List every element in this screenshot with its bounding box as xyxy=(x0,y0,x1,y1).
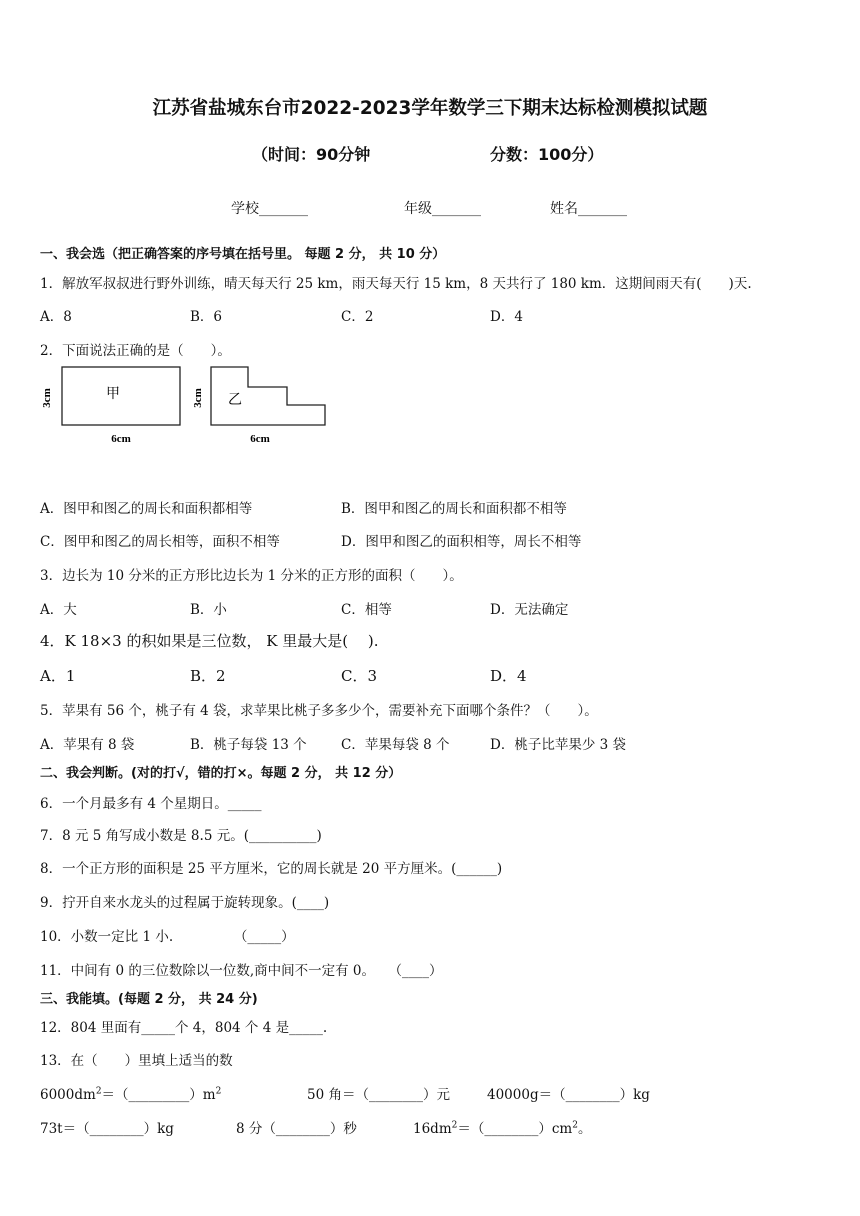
question-11: 11．中间有 0 的三位数除以一位数,商中间不一定有 0。 （____） xyxy=(40,963,443,979)
question-8: 8．一个正方形的面积是 25 平方厘米，它的周长就是 20 平方厘米。(______) xyxy=(40,861,503,877)
q3-option-c: C．相等 xyxy=(341,602,392,618)
q13-item-6-post: 。 xyxy=(577,1121,592,1137)
squared-mark: 2 xyxy=(451,1120,458,1131)
q13-item-1-pre: 6000dm xyxy=(40,1087,96,1103)
q1-option-a: A．8 xyxy=(40,309,72,325)
q1-option-d: D．4 xyxy=(490,309,523,325)
q4-option-a: A．1 xyxy=(40,667,76,685)
question-6: 6．一个月最多有 4 个星期日。_____ xyxy=(40,796,262,812)
q4-option-c: C．3 xyxy=(341,667,378,685)
q13-item-3: 40000g＝（________）kg xyxy=(487,1087,650,1103)
shape-yi-height-label: 3cm xyxy=(192,388,204,408)
section-1-heading: 一、我会选（把正确答案的序号填在括号里。 每题 2 分， 共 10 分） xyxy=(40,247,446,262)
q13-item-6-mid: ＝（________）cm xyxy=(457,1121,573,1137)
q13-item-2: 50 角＝（________）元 xyxy=(307,1087,450,1103)
school-field: 学校_______ xyxy=(231,201,308,217)
question-10: 10．小数一定比 1 小. （_____） xyxy=(40,929,295,945)
section-2-heading: 二、我会判断。(对的打√，错的打×。每题 2 分， 共 12 分） xyxy=(40,766,402,781)
q4-option-d: D．4 xyxy=(490,667,527,685)
q13-item-1-post: ＝（_________）m xyxy=(101,1087,216,1103)
q1-option-c: C．2 xyxy=(341,309,374,325)
q3-option-b: B．小 xyxy=(190,602,227,618)
question-7: 7．8 元 5 角写成小数是 8.5 元。(__________) xyxy=(40,828,322,844)
rect-jia-label: 甲 xyxy=(106,387,120,402)
rect-jia-height-label: 3cm xyxy=(41,388,53,408)
question-1: 1．解放军叔叔进行野外训练，晴天每天行 25 km，雨天每天行 15 km，8 天共行了 180 km．这期间雨天有( )天. xyxy=(40,276,752,292)
question-5: 5．苹果有 56 个，桃子有 4 袋，求苹果比桃子多多少个，需要补充下面哪个条件？（ ）。 xyxy=(40,703,598,719)
grade-field: 年级_______ xyxy=(404,201,481,217)
q4-option-b: B．2 xyxy=(190,667,226,685)
rect-jia-shape xyxy=(62,367,180,425)
shape-yi-label: 乙 xyxy=(228,393,242,408)
q3-option-d: D．无法确定 xyxy=(490,602,569,618)
q2-option-d: D．图甲和图乙的面积相等，周长不相等 xyxy=(341,534,582,550)
q5-option-d: D．桃子比苹果少 3 袋 xyxy=(490,737,626,753)
page-title: 江苏省盐城东台市2022-2023学年数学三下期末达标检测模拟试题 xyxy=(152,98,708,119)
total-score: 分数：100分） xyxy=(490,145,604,164)
question-2: 2．下面说法正确的是（ ）。 xyxy=(40,343,231,359)
q2-figure xyxy=(36,360,336,450)
q13-item-5: 8 分（________）秒 xyxy=(236,1121,357,1137)
squared-mark: 2 xyxy=(95,1086,102,1097)
squared-mark: 2 xyxy=(572,1120,578,1131)
q5-option-b: B．桃子每袋 13 个 xyxy=(190,737,307,753)
name-field: 姓名_______ xyxy=(550,201,627,217)
rect-jia-width-label: 6cm xyxy=(111,433,131,445)
section-3-heading: 三、我能填。(每题 2 分， 共 24 分) xyxy=(40,992,258,1007)
q2-option-b: B．图甲和图乙的周长和面积都不相等 xyxy=(341,501,567,517)
question-12: 12．804 里面有_____个 4，804 个 4 是_____. xyxy=(40,1020,328,1036)
q1-option-b: B．6 xyxy=(190,309,223,325)
q13-item-4: 73t＝（________）kg xyxy=(40,1121,174,1137)
question-4: 4．K 18×3 的积如果是三位数， K 里最大是( ). xyxy=(40,632,379,650)
q5-option-c: C．苹果每袋 8 个 xyxy=(341,737,450,753)
q5-option-a: A．苹果有 8 袋 xyxy=(40,737,135,753)
q2-option-a: A．图甲和图乙的周长和面积都相等 xyxy=(40,501,253,517)
q13-item-1 xyxy=(40,1083,221,1103)
q13-item-6 xyxy=(413,1117,591,1137)
q13-item-6-pre: 16dm xyxy=(413,1121,452,1137)
question-9: 9．拧开自来水龙头的过程属于旋转现象。(____) xyxy=(40,895,330,911)
q2-option-c: C．图甲和图乙的周长相等，面积不相等 xyxy=(40,534,280,550)
q3-option-a: A．大 xyxy=(40,602,77,618)
shape-yi-width-label: 6cm xyxy=(250,433,270,445)
squared-mark: 2 xyxy=(215,1086,222,1097)
question-13: 13．在（ ）里填上适当的数 xyxy=(40,1053,233,1069)
time-limit: （时间：90分钟 xyxy=(252,145,371,164)
question-3: 3．边长为 10 分米的正方形比边长为 1 分米的正方形的面积（ ）。 xyxy=(40,568,463,584)
